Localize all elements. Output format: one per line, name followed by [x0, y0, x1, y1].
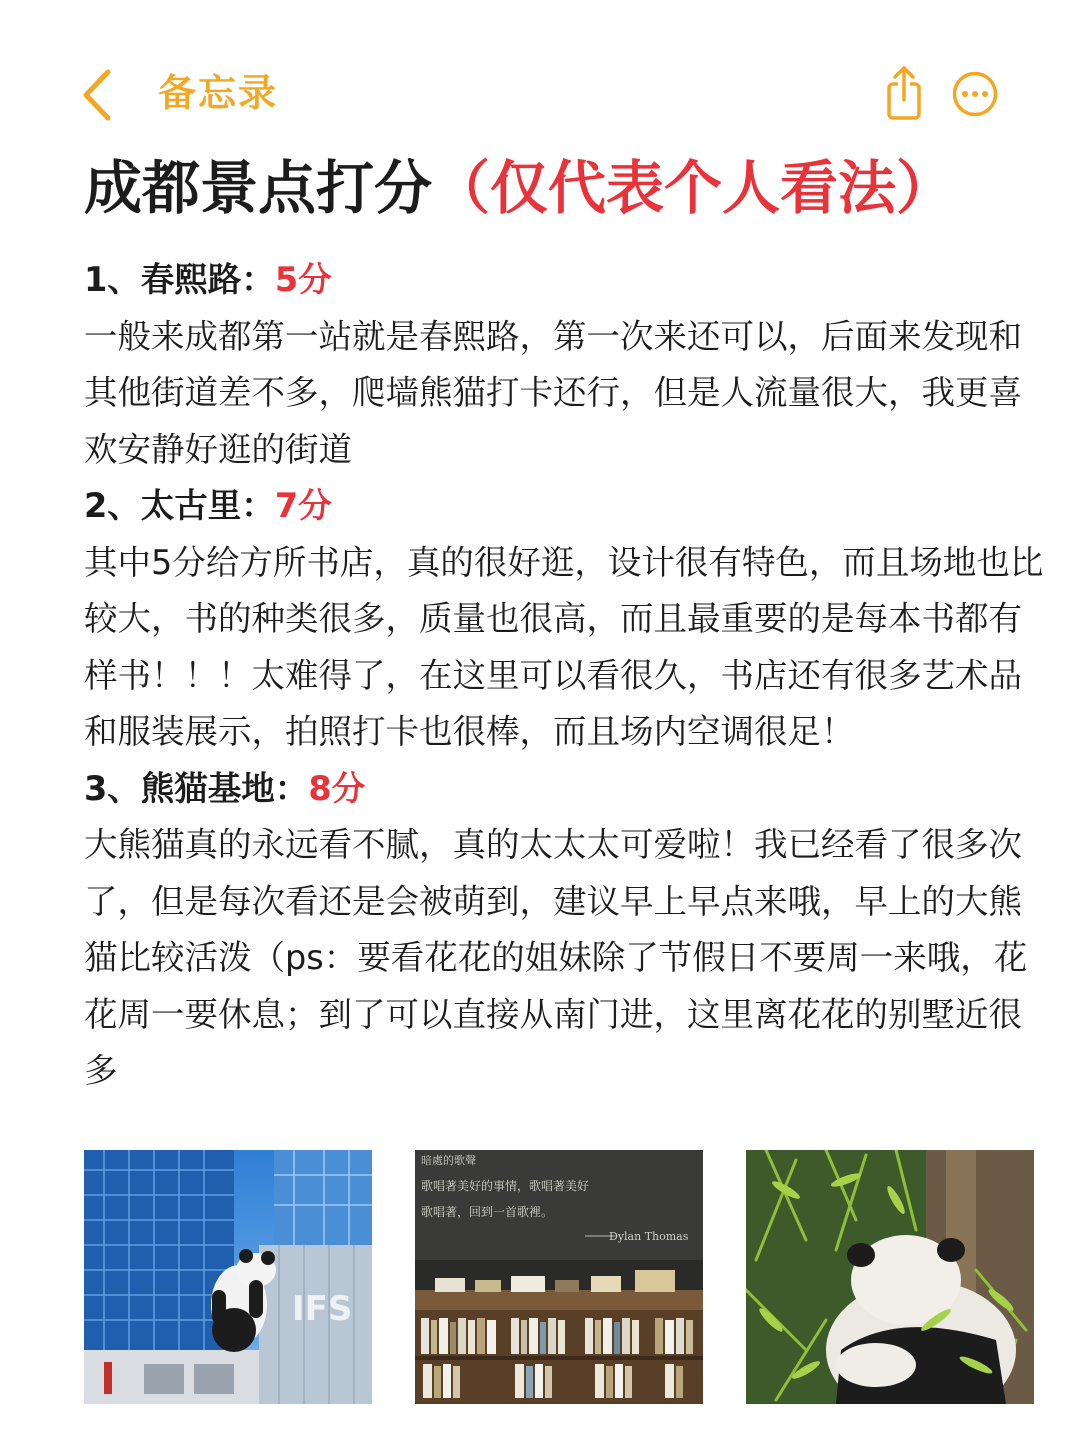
- chevron-left-icon: [78, 66, 118, 124]
- section-title: 3、熊猫基地：: [84, 768, 309, 808]
- section-heading: [84, 478, 1052, 535]
- more-icon: [951, 70, 999, 118]
- photo-ifs-panda[interactable]: [84, 1150, 372, 1404]
- back-button[interactable]: [78, 66, 118, 124]
- ifs-sign: IFS: [292, 1289, 353, 1329]
- title-main: 成都景点打分: [84, 154, 433, 222]
- note-body: [84, 252, 1052, 1100]
- section-score: 8分: [308, 768, 366, 808]
- back-label[interactable]: 备忘录: [158, 71, 279, 115]
- section-title: 1、春熙路：: [84, 260, 275, 299]
- wall-text-author: Dylan Thomas: [609, 1230, 689, 1243]
- section-score: 7分: [274, 486, 332, 525]
- section-heading: [84, 252, 1052, 309]
- nav-bar: [0, 0, 1080, 140]
- section-text: 一般来成都第一站就是春熙路，第一次来还可以，后面来发现和其他街道差不多，爬墙熊猫打卡还行，但是人流量很大，我更喜欢安静好逛的街道: [84, 316, 1022, 469]
- section-text: 大熊猫真的永远看不腻，真的太太太可爱啦！我已经看了很多次了，但是每次看还是会被萌到，建议早上早点来哦，早上的大熊猫比较活泼（ps：要看花花的姐妹除了节假日不要周一来哦，花花周一要休息；到了可以直接从南门进，这里离花花的别墅近很多: [84, 825, 1028, 1090]
- title-note: （仅代表个人看法）: [432, 154, 955, 222]
- photo-panda-base[interactable]: [746, 1150, 1034, 1404]
- wall-text-line: 歌唱著美好的事情，歌唱著美好: [421, 1179, 590, 1193]
- share-button[interactable]: [884, 64, 924, 122]
- section-title: 2、太古里：: [84, 486, 275, 525]
- photo-bookstore[interactable]: [415, 1150, 703, 1404]
- section-score: 5分: [274, 260, 332, 299]
- wall-text-line: 暗處的歌聲: [421, 1154, 476, 1167]
- photo-row: [84, 1150, 1034, 1404]
- share-icon: [884, 64, 924, 122]
- section-text: 其中5分给方所书店，真的很好逛，设计很有特色，而且场地也比较大，书的种类很多，质量也很高，而且最重要的是每本书都有样书！！！太难得了，在这里可以看很久，书店还有很多艺术品和服装展示，拍照打卡也很棒，而且场内空调很足！: [84, 542, 1044, 751]
- more-button[interactable]: [951, 70, 999, 118]
- wall-text-line: 歌唱著，回到一首歌裡。: [421, 1205, 554, 1219]
- section-heading: [84, 761, 1052, 818]
- note-title: [84, 150, 1074, 226]
